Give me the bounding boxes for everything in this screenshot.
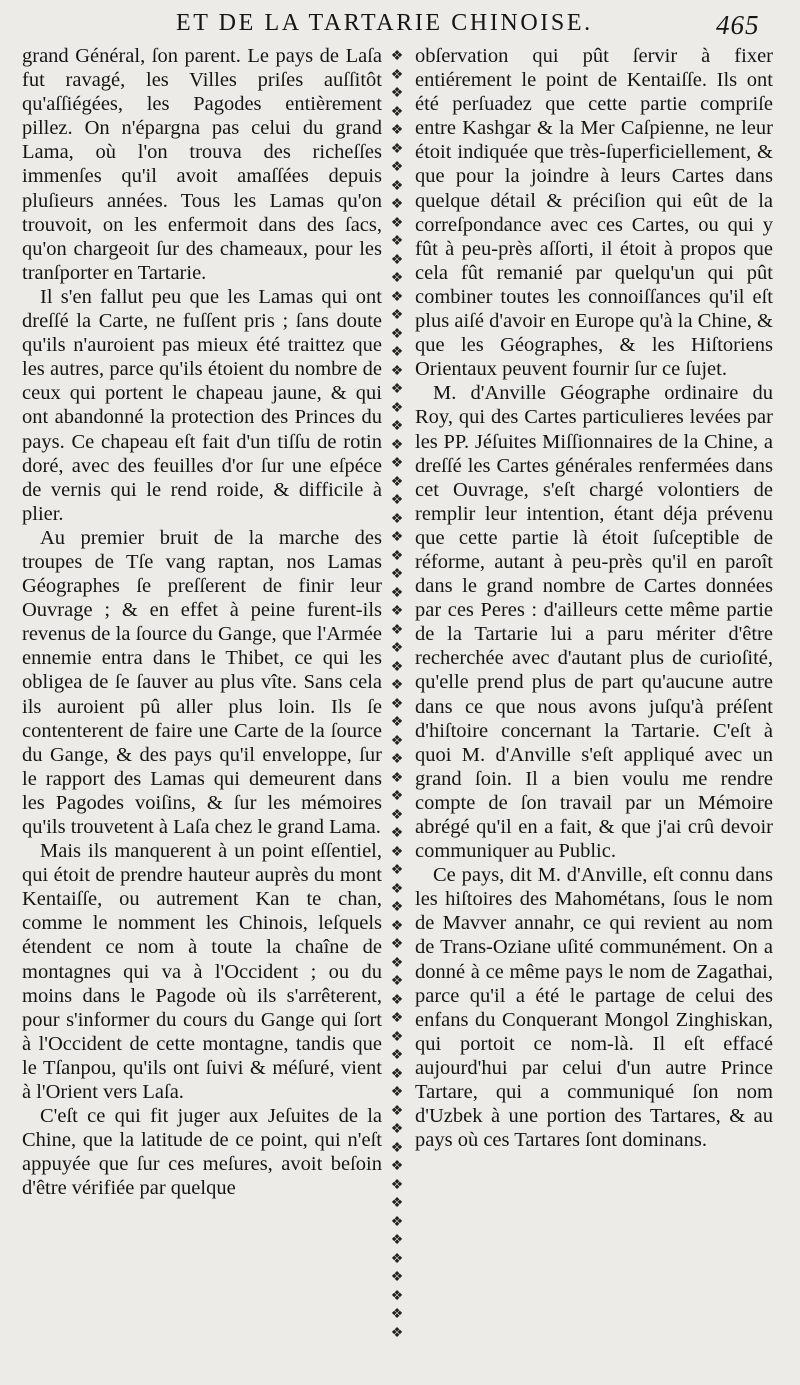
ornament-glyph: ❖	[390, 622, 404, 638]
ornament-glyph: ❖	[390, 678, 404, 693]
ornament-glyph: ❖	[390, 548, 404, 564]
ornament-glyph: ❖	[390, 585, 404, 601]
ornament-glyph: ❖	[390, 659, 404, 675]
ornament-glyph: ❖	[390, 1140, 404, 1156]
ornament-glyph: ❖	[390, 844, 404, 860]
ornament-glyph: ❖	[390, 1233, 404, 1248]
ornament-glyph: ❖	[390, 382, 404, 397]
ornament-glyph: ❖	[390, 881, 404, 897]
ornament-glyph: ❖	[390, 974, 404, 989]
running-title: ET DE LA TARTARIE CHINOISE.	[176, 10, 593, 36]
ornament-glyph: ❖	[390, 1325, 404, 1341]
ornament-glyph: ❖	[390, 715, 404, 730]
ornament-glyph: ❖	[390, 567, 404, 582]
ornament-glyph: ❖	[390, 437, 404, 453]
ornament-glyph: ❖	[390, 234, 404, 249]
ornament-glyph: ❖	[390, 252, 404, 268]
ornament-glyph: ❖	[390, 1011, 404, 1026]
ornament-glyph: ❖	[390, 474, 404, 490]
ornament-glyph: ❖	[390, 419, 404, 434]
ornament-glyph: ❖	[390, 86, 404, 101]
ornament-glyph: ❖	[390, 1085, 404, 1100]
ornament-glyph: ❖	[390, 1103, 404, 1119]
ornament-glyph: ❖	[390, 900, 404, 915]
ornament-glyph: ❖	[390, 696, 404, 712]
ornament-glyph: ❖	[390, 770, 404, 786]
ornament-glyph: ❖	[390, 289, 404, 305]
ornament-glyph: ❖	[390, 456, 404, 471]
ornament-glyph: ❖	[390, 308, 404, 323]
ornament-glyph: ❖	[390, 178, 404, 194]
right-paragraph-3: Ce pays, dit M. d'Anville, eſt connu dans les hiſtoires des Mahométans, ſous le nom de Mavver annahr, ce qui revient au nom de Trans-Oziane uſité communément. On a donné à ce même pays le nom de Zagathai, parce qu'il a été le partage de celui des enfans du Conquerant Mongol Zinghiskan, qui portoit ce nom-là. Il eſt effacé aujourd'hui par celui d'un autre Prince Tartare, qui a communiqué ſon nom d'Uzbek à une portion des Tartares, & au pays où ces Tartares ſont dominans.	[415, 864, 773, 1152]
ornament-column-divider	[386, 48, 408, 1348]
ornament-glyph: ❖	[390, 197, 404, 212]
left-paragraph-1: grand Général, ſon parent. Le pays de Laſa fut ravagé, les Villes priſes auſſitôt qu'aſſiégées, les Pagodes entièrement pillez. On n'épargna pas celui du grand Lama, où l'on trouva des richeſſes immenſes qu'il avoit amaſſées depuis pluſieurs années. Tous les Lamas qu'on trouvoit, on les enfermoit dans des ſacs, qu'on chargeoit ſur des chameaux, pour les tranſporter en Tartarie.	[22, 45, 382, 284]
ornament-glyph: ❖	[390, 1029, 404, 1045]
ornament-glyph: ❖	[390, 1196, 404, 1211]
page-number: 465	[716, 10, 760, 40]
ornament-glyph: ❖	[390, 271, 404, 286]
right-paragraph-2: M. d'Anville Géographe ordinaire du Roy, qui des Cartes particulieres levées par les PP. Jéſuites Miſſionnaires de la Chine, a dreſſé les Cartes générales renfermées dans cet Ouvrage, s'eſt chargé volontiers de remplir leur intention, étant déja prévenu que cette partie là étoit ſuſceptible de réforme, autant à peu-près qu'il en paroît dans le grand nombre de Cartes données par ces Peres : d'ailleurs cette même partie de la Tartarie lui a paru mériter d'être recherchée avec d'autant plus de curioſité, qu'elle prend plus de part qu'aucune autre dans ce que nous avons juſqu'à préſent d'hiſtoire concernant la Tartarie. C'eſt à quoi M. d'Anville s'eſt appliqué avec un grand ſoin. Il a bien voulu me rendre compte de ſon travail par un Mémoire abrégé qu'il en a fait, & que j'ai crû devoir communiquer au Public.	[415, 382, 773, 863]
ornament-glyph: ❖	[390, 1048, 404, 1063]
left-paragraph-3: Au premier bruit de la marche des troupes de Tſe vang raptan, nos Lamas Géographes ſe preſſerent de finir leur Ouvrage ; & en effet à peine furent-ils revenus de la ſource du Gange, que l'Armée ennemie entra dans le Thibet, ce qui les obligea de ſe ſauver au plus vîte. Sans cela ils auroient pû aller plus loin. Ils ſe contenterent de faire une Carte de la ſource du Gange, & des pays qu'il enveloppe, ſur le rapport des Lamas qui demeurent dans les Pagodes voiſins, & ſur les mémoires qu'ils trouvetent à Laſa chez le grand Lama.	[22, 526, 382, 838]
ornament-glyph: ❖	[390, 530, 404, 545]
ornament-glyph: ❖	[390, 752, 404, 767]
ornament-glyph: ❖	[390, 1288, 404, 1304]
ornament-glyph: ❖	[390, 937, 404, 952]
ornament-glyph: ❖	[390, 215, 404, 231]
ornament-glyph: ❖	[390, 49, 404, 64]
ornament-glyph: ❖	[390, 1159, 404, 1174]
right-column	[415, 44, 773, 1152]
running-head	[0, 2, 800, 40]
ornament-glyph: ❖	[390, 733, 404, 749]
ornament-glyph: ❖	[390, 1122, 404, 1137]
ornament-glyph: ❖	[390, 918, 404, 934]
ornament-glyph: ❖	[390, 1307, 404, 1322]
ornament-glyph: ❖	[390, 363, 404, 379]
ornament-glyph: ❖	[390, 326, 404, 342]
left-paragraph-2: Il s'en fallut peu que les Lamas qui ont dreſſé la Carte, ne fuſſent pris ; ſans doute qu'ils n'auroient pas mieux été traittez que les autres, parce qu'ils étoient du nombre de ceux qui portent le chapeau jaune, & qui ont abandonné la protection des Princes du pays. Ce chapeau eſt fait d'un tiſſu de rotin doré, avec des feuilles d'or ſur une eſpéce de vernis qui le rend roide, & difficile à plier.	[22, 285, 382, 525]
ornament-glyph: ❖	[390, 400, 404, 416]
ornament-glyph: ❖	[390, 641, 404, 656]
ornament-glyph: ❖	[390, 1177, 404, 1193]
ornament-glyph: ❖	[390, 1251, 404, 1267]
ornament-glyph: ❖	[390, 826, 404, 841]
ornament-glyph: ❖	[390, 511, 404, 527]
ornament-glyph: ❖	[390, 789, 404, 804]
ornament-glyph: ❖	[390, 104, 404, 120]
ornament-glyph: ❖	[390, 992, 404, 1008]
ornament-glyph: ❖	[390, 807, 404, 823]
ornament-glyph: ❖	[390, 123, 404, 138]
left-column	[22, 44, 382, 1201]
ornament-glyph: ❖	[390, 1066, 404, 1082]
right-paragraph-1: obſervation qui pût ſervir à fixer entiérement le point de Kentaiſſe. Ils ont été perſuadez que cette partie compriſe entre Kashgar & la Mer Caſpienne, ne leur étoit indiquée que très-ſuperficiellement, & que pour la joindre à leurs Cartes dans quelque détail & préciſion qui eût de la correſpondance avec ces Cartes, ou qui y fût à peu-près aſſorti, il étoit à propos que cela fût remanié par quelqu'un qui pût combiner toutes les connoiſſances qu'il eſt plus aiſé d'avoir en Europe qu'à la Chine, & que les Géographes, & les Hiſtoriens Orientaux peuvent fournir ſur ce ſujet.	[415, 45, 773, 381]
ornament-glyph: ❖	[390, 345, 404, 360]
ornament-glyph: ❖	[390, 493, 404, 508]
ornament-glyph: ❖	[390, 955, 404, 971]
ornament-glyph: ❖	[390, 604, 404, 619]
ornament-glyph: ❖	[390, 1214, 404, 1230]
ornament-glyph: ❖	[390, 1270, 404, 1285]
ornament-glyph: ❖	[390, 160, 404, 175]
ornament-glyph: ❖	[390, 141, 404, 157]
left-paragraph-5: C'eſt ce qui fit juger aux Jeſuites de la Chine, que la latitude de ce point, qui n'eſt appuyée que ſur ces meſures, avoit beſoin d'être vérifiée par quelque	[22, 1105, 382, 1200]
ornament-glyph: ❖	[390, 863, 404, 878]
left-paragraph-4: Mais ils manquerent à un point eſſentiel, qui étoit de prendre hauteur auprès du mont Kentaiſſe, ou autrement Kan te chan, comme le nomment les Chinois, leſquels étendent ce nom à toute la chaîne de montagnes qui va à l'Occident ; ou du moins dans le Pagode où ils s'arrêterent, pour s'informer du cours du Gange qui ſort à l'Occident de cette montagne, tandis que le Tſanpou, qu'ils ont ſuivi & méſuré, vient à l'Orient vers Laſa.	[22, 840, 382, 1104]
ornament-glyph: ❖	[390, 67, 404, 83]
